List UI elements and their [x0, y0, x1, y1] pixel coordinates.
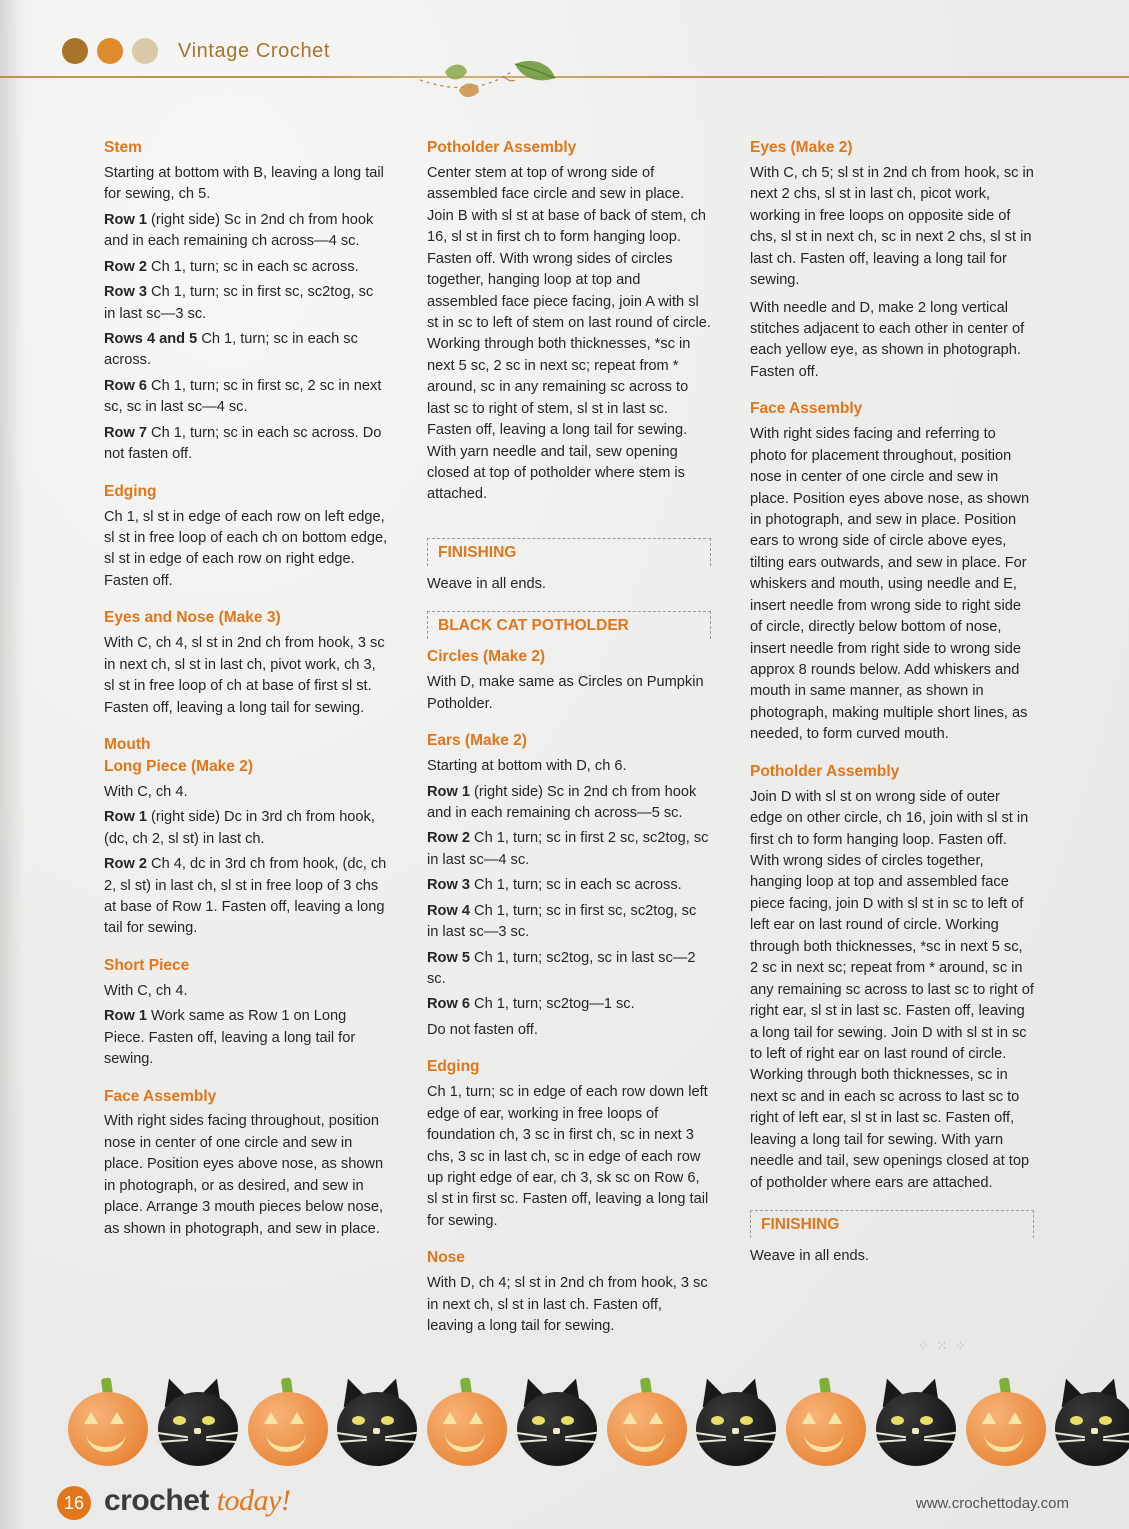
magazine-logo: [104, 1484, 290, 1518]
paragraph: Starting at bottom with D, ch 6.: [427, 758, 627, 775]
pumpkin-eye-left-icon: [84, 1412, 98, 1424]
heading-mouth: Mouth: [104, 735, 151, 753]
paragraph: Row 6 Ch 1, turn; sc2tog—1 sc.: [427, 996, 635, 1013]
paragraph: Row 3 Ch 1, turn; sc in each sc across.: [427, 877, 682, 894]
cat-eye-left-icon: [891, 1416, 904, 1425]
paragraph: With right sides facing throughout, position nose in center of one circle and sew in place. Position eyes above nose, as shown in photograph, or as desired, and sew in place. Arrange 3 mouth pieces below nose, as shown in photograph, and sew in place.: [104, 1113, 384, 1237]
cat-eye-right-icon: [920, 1416, 933, 1425]
paragraph: Row 1 (right side) Dc in 3rd ch from hook, (dc, ch 2, sl st) in last ch.: [104, 809, 375, 847]
column-3: [750, 138, 1034, 1354]
pumpkin-illustration: [60, 1370, 142, 1478]
pumpkin-eye-right-icon: [469, 1412, 483, 1424]
cat-nose-icon: [1091, 1428, 1098, 1434]
paragraph: Row 1 Work same as Row 1 on Long Piece. Fasten off, leaving a long tail for sewing.: [104, 1008, 356, 1068]
cat-eye-left-icon: [532, 1416, 545, 1425]
heading-edging-ear: Edging: [427, 1058, 480, 1076]
column-2: [427, 138, 711, 1354]
cat-nose-icon: [732, 1428, 739, 1434]
cat-nose-icon: [912, 1428, 919, 1434]
pumpkin-illustration: [599, 1370, 681, 1478]
pumpkin-body-icon: [786, 1392, 866, 1466]
paragraph: Do not fasten off.: [427, 1021, 538, 1038]
paragraph: Starting at bottom with B, leaving a long tail for sewing, ch 5.: [104, 164, 384, 203]
pumpkin-illustration: [419, 1370, 501, 1478]
pumpkin-body-icon: [966, 1392, 1046, 1466]
pumpkin-illustration: [958, 1370, 1040, 1478]
paragraph: Row 1 (right side) Sc in 2nd ch from hook and in each remaining ch across—5 sc.: [427, 783, 697, 821]
heading-circles: Circles (Make 2): [427, 648, 546, 666]
cat-illustration: [1047, 1370, 1129, 1478]
heading-potholder-assembly: Potholder Assembly: [427, 139, 577, 156]
cat-illustration: [150, 1370, 232, 1478]
header-dot-2-icon: [97, 38, 123, 64]
finishing-label: FINISHING: [438, 543, 517, 561]
paragraph: Row 5 Ch 1, turn; sc2tog, sc in last sc—2 sc.: [427, 949, 696, 988]
heading-eyes-and-nose: Eyes and Nose (Make 3): [104, 609, 281, 627]
heading-face-assembly: Face Assembly: [104, 1087, 217, 1105]
black-cat-potholder-label: BLACK CAT POTHOLDER: [438, 617, 629, 635]
paragraph: With C, ch 4.: [104, 982, 188, 999]
paragraph: With D, ch 4; sl st in 2nd ch from hook, 3 sc in next ch, sl st in last ch. Fasten off, leaving a long tail for sewing.: [427, 1275, 708, 1335]
page-edge-shadow: [0, 0, 26, 1529]
heading-potholder-assembly-cat: Potholder Assembly: [750, 762, 900, 780]
paragraph: With C, ch 4.: [104, 783, 188, 800]
cat-nose-icon: [194, 1428, 201, 1434]
paragraph: Ch 1, turn; sc in edge of each row down left edge of ear, working in free loops of foundation ch, 3 sc in first ch, sc in next 3 chs, 3 sc in last ch, sc in edge of each row up right edge of ear, ch 3, sk sc on Row 6, sl st in first sc. Fasten off, leaving a long tail for sewing.: [427, 1084, 709, 1229]
paragraph: Ch 1, sl st in edge of each row on left edge, sl st in free loop of each ch on bottom edge, sl st in edge of each row on right edge. Fasten off.: [104, 508, 388, 589]
logo-main: crochet: [104, 1484, 209, 1517]
pumpkin-eye-left-icon: [264, 1412, 278, 1424]
pumpkin-eye-right-icon: [290, 1412, 304, 1424]
finishing-box: [427, 538, 711, 566]
pumpkin-body-icon: [248, 1392, 328, 1466]
paragraph: With C, ch 4, sl st in 2nd ch from hook, 3 sc in next ch, sl st in last ch, pivot work, ch 3, sl st in free loop of ch at base of first sl st. Fasten off, leaving a long tail for sewing.: [104, 635, 385, 716]
paragraph: Row 2 Ch 4, dc in 3rd ch from hook, (dc, ch 2, sl st) in last ch, sl st in free loop of 3 chs at base of Row 1. Fasten off, leaving a long tail for sewing.: [104, 856, 387, 937]
cat-eye-right-icon: [202, 1416, 215, 1425]
paragraph: Row 6 Ch 1, turn; sc in first sc, 2 sc in next sc, sc in last sc—4 sc.: [104, 377, 382, 416]
pumpkin-eye-left-icon: [802, 1412, 816, 1424]
pumpkin-illustration: [778, 1370, 860, 1478]
logo-script: today!: [216, 1484, 291, 1517]
paragraph: Weave in all ends.: [427, 575, 546, 592]
header-dot-3-icon: [132, 38, 158, 64]
black-cat-potholder-box: [427, 611, 711, 639]
finishing-label: FINISHING: [761, 1216, 840, 1234]
paragraph: With C, ch 5; sl st in 2nd ch from hook, sc in next 2 chs, sl st in last ch, picot work, working in free loops on opposite side of chs, sl st in next ch, sc in next 2 chs, sl st in last ch. Fasten off, leaving a long tail for sewing.: [750, 164, 1034, 289]
paragraph: Join D with sl st on wrong side of outer edge on other circle, ch 16, join with sl st in first ch to form hanging loop. Fasten off. With wrong sides of circles together, hanging loop at top and assembled face piece facing, join D with sl st in sc to left of left ear on last round of circle. Working through both thicknesses, *sc in next 5 sc, 2 sc in next sc; repeat from * around, sc in any remaining sc across to last sc to right of right ear, sl st in last sc. Fasten off, leaving a long tail for sewing. Join D with sl st in sc to left of right ear on last round of circle. Working through both thicknesses, sc in next sc and in each sc across to last sc to right of left ear, sl st in last sc. Fasten off, leaving a long tail for sewing. With yarn needle and tail, sew openings closed at top of potholder where ears are attached.: [750, 788, 1034, 1191]
column-1: [104, 138, 388, 1354]
heading-nose: Nose: [427, 1249, 465, 1267]
pumpkin-eye-left-icon: [443, 1412, 457, 1424]
paragraph: Center stem at top of wrong side of assembled face circle and sew in place. Join B with sl st at base of back of stem, ch 16, sl st in first ch to form hanging loop. Fasten off. With wrong sides of circles together, hanging loop at top and assembled face piece facing, join A with sl st in sc to left of stem on last round of circle. Working through both thicknesses, *sc in next 5 sc, 2 sc in next sc; repeat from * around, sc in any remaining sc across to last sc to right of stem, sl st in last sc. Fasten off, leaving a long tail for sewing. With yarn needle and tail, sew opening closed at top of potholder where stem is attached.: [427, 164, 711, 503]
paragraph: Rows 4 and 5 Ch 1, turn; sc in each sc across.: [104, 330, 358, 369]
header-dot-1-icon: [62, 38, 88, 64]
pumpkin-illustration: [240, 1370, 322, 1478]
paragraph: Row 1 (right side) Sc in 2nd ch from hook and in each remaining ch across—4 sc.: [104, 211, 374, 250]
heading-short-piece: Short Piece: [104, 956, 190, 974]
heading-edging: Edging: [104, 482, 157, 500]
cat-nose-icon: [373, 1428, 380, 1434]
footer-illustration-strip: [60, 1368, 1129, 1478]
heading-ears: Ears (Make 2): [427, 732, 527, 750]
paragraph: Row 4 Ch 1, turn; sc in first sc, sc2tog, sc in last sc—3 sc.: [427, 902, 697, 941]
paragraph: Row 2 Ch 1, turn; sc in first 2 sc, sc2tog, sc in last sc—4 sc.: [427, 830, 709, 868]
cat-illustration: [688, 1370, 770, 1478]
pumpkin-eye-left-icon: [982, 1412, 996, 1424]
cat-eye-right-icon: [561, 1416, 574, 1425]
finishing-box-cat: [750, 1210, 1034, 1238]
heading-face-assembly-cat: Face Assembly: [750, 400, 863, 418]
cat-nose-icon: [553, 1428, 560, 1434]
pumpkin-eye-left-icon: [623, 1412, 637, 1424]
page-header: [0, 0, 1129, 100]
pumpkin-eye-right-icon: [1008, 1412, 1022, 1424]
vine-ornament-icon: [415, 50, 595, 105]
article-columns: [104, 138, 1034, 1354]
pumpkin-body-icon: [427, 1392, 507, 1466]
cat-illustration: [329, 1370, 411, 1478]
paragraph: With D, make same as Circles on Pumpkin Potholder.: [427, 674, 704, 712]
page-number: 16: [57, 1486, 91, 1520]
website-url: www.crochettoday.com: [915, 1495, 1069, 1512]
page-smudge: ⁘ ⁙ ⁘: [918, 1338, 968, 1353]
pumpkin-eye-right-icon: [828, 1412, 842, 1424]
header-dots: [62, 38, 158, 64]
paragraph: With right sides facing and referring to photo for placement throughout, position nose in center of one circle and sew in place. Position eyes above nose, as shown in photograph, and sew in place. Position ears to wrong side of circle above eyes, tilting ears outwards, and sew in place. For whiskers and mouth, using needle and E, insert needle from wrong side to right side of circle, directly below bottom of nose, insert needle from right side to wrong side approx 8 rounds below. Add whiskers and mouth in same manner, as shown in photograph, making multiple short lines, as needed, to form curved mouth.: [750, 426, 1030, 743]
pumpkin-eye-right-icon: [649, 1412, 663, 1424]
cat-illustration: [868, 1370, 950, 1478]
pumpkin-body-icon: [68, 1392, 148, 1466]
paragraph: Row 2 Ch 1, turn; sc in each sc across.: [104, 258, 359, 275]
cat-illustration: [509, 1370, 591, 1478]
cat-eye-left-icon: [173, 1416, 186, 1425]
header-title: Vintage Crochet: [178, 40, 331, 62]
subheading-long-piece: Long Piece (Make 2): [104, 757, 254, 775]
paragraph: Row 3 Ch 1, turn; sc in first sc, sc2tog, sc in last sc—3 sc.: [104, 284, 374, 322]
heading-eyes: Eyes (Make 2): [750, 139, 853, 156]
paragraph: Weave in all ends.: [750, 1248, 869, 1265]
pumpkin-body-icon: [607, 1392, 687, 1466]
heading-stem: Stem: [104, 139, 142, 156]
paragraph: With needle and D, make 2 long vertical stitches adjacent to each other in center of each yellow eye, as shown in photograph. Fasten off.: [750, 299, 1025, 380]
paragraph: Row 7 Ch 1, turn; sc in each sc across. Do not fasten off.: [104, 424, 382, 463]
pumpkin-eye-right-icon: [110, 1412, 124, 1424]
